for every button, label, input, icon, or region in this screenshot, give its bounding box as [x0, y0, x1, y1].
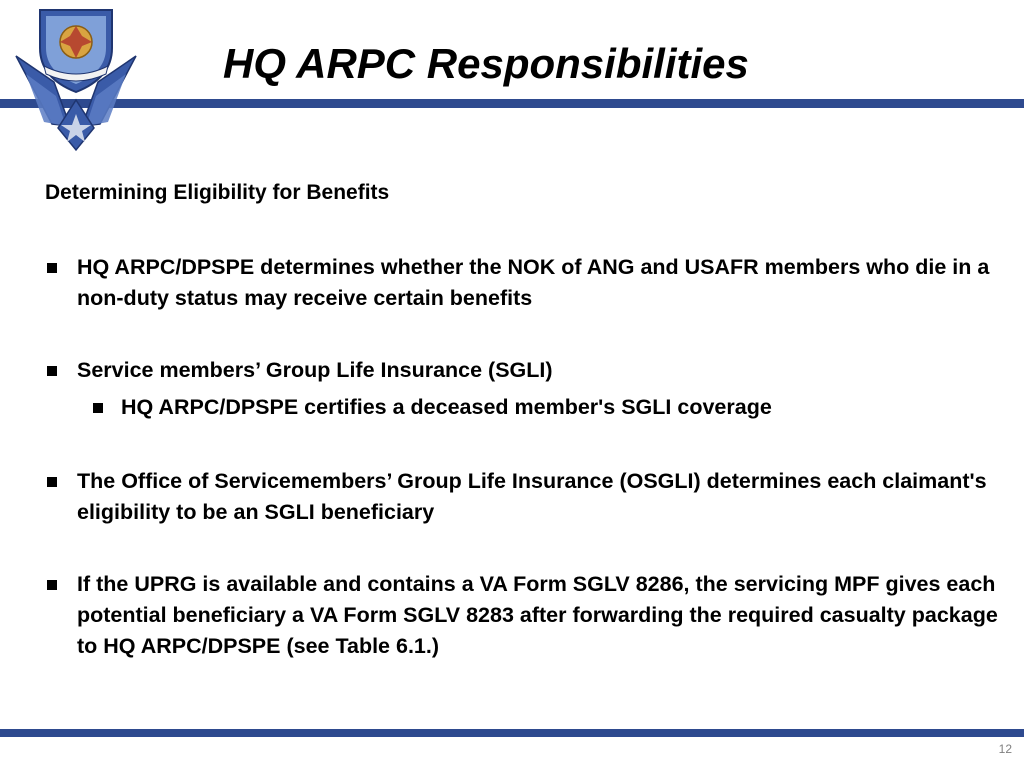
footer-divider-bar	[0, 729, 1024, 737]
bullet-item	[77, 569, 1017, 662]
square-bullet-icon	[47, 366, 57, 376]
bullet-item	[77, 355, 1017, 386]
bullet-text: If the UPRG is available and contains a VA Form SGLV 8286, the servicing MPF gives each potential beneficiary a VA Form SGLV 8283 after forwarding the required casualty package to HQ ARPC/DPSPE (see Table 6.1.)	[77, 572, 998, 658]
section-subheading: Determining Eligibility for Benefits	[45, 181, 390, 204]
square-bullet-icon	[47, 580, 57, 590]
square-bullet-icon	[47, 477, 57, 487]
header-divider-bar	[0, 99, 1024, 108]
sub-bullet-item	[121, 392, 1011, 423]
slide-title: HQ ARPC Responsibilities	[223, 40, 749, 87]
page-number: 12	[998, 742, 1012, 756]
air-force-reserve-command-emblem-icon	[14, 4, 138, 152]
square-bullet-icon	[47, 263, 57, 273]
bullet-text: The Office of Servicemembers’ Group Life Insurance (OSGLI) determines each claimant's eligibility to be an SGLI beneficiary	[77, 469, 987, 524]
bullet-item	[77, 466, 1017, 528]
sub-bullet-text: HQ ARPC/DPSPE certifies a deceased member's SGLI coverage	[121, 395, 772, 419]
square-bullet-icon	[93, 403, 103, 413]
bullet-text: HQ ARPC/DPSPE determines whether the NOK of ANG and USAFR members who die in a non-duty status may receive certain benefits	[77, 255, 990, 310]
bullet-item	[77, 252, 1017, 314]
bullet-text: Service members’ Group Life Insurance (SGLI)	[77, 358, 553, 382]
